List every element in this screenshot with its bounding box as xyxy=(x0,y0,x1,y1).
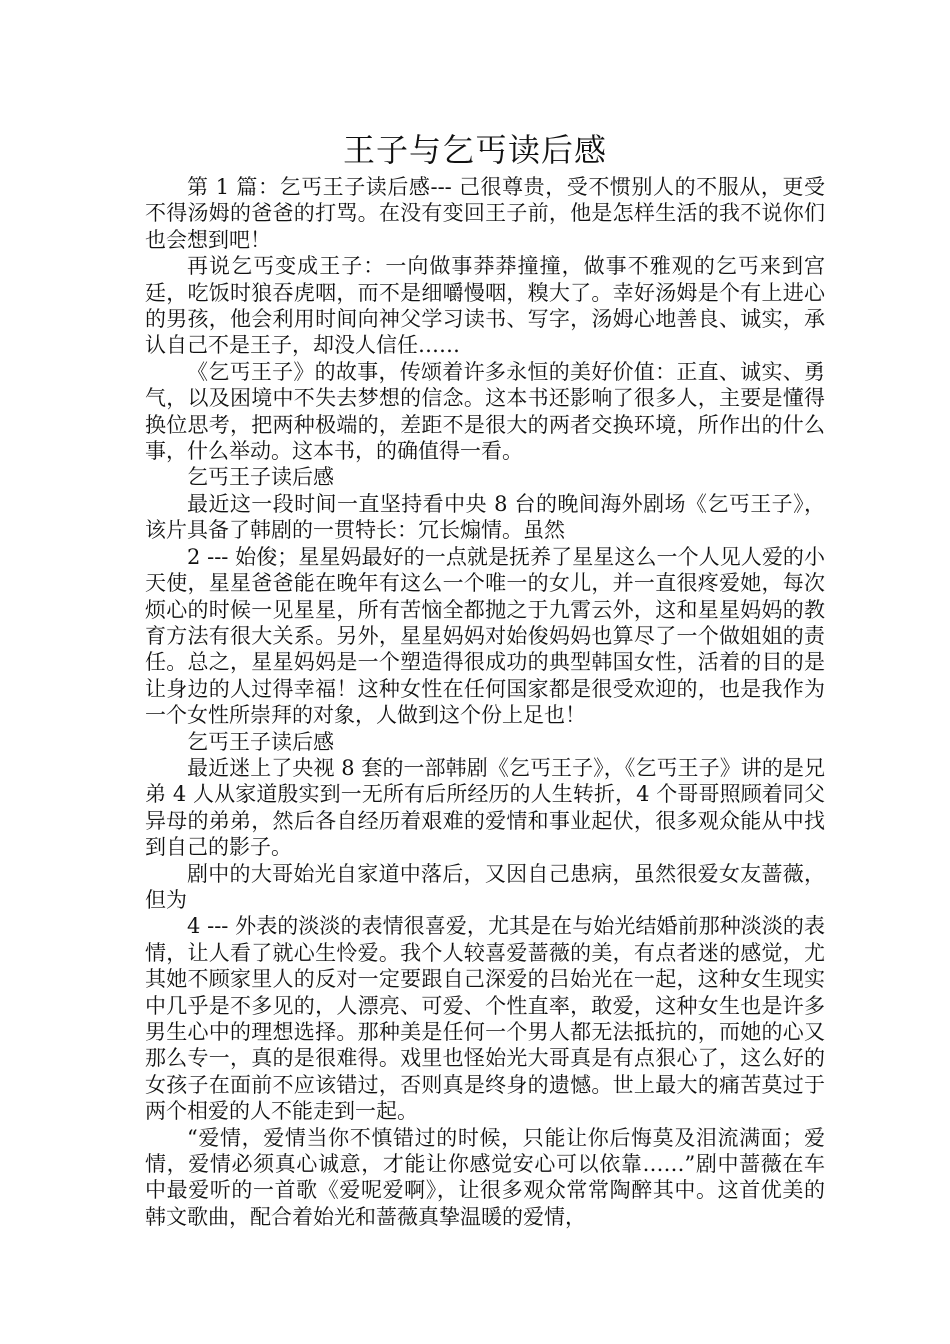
paragraph-5: 2 --- 始俊；星星妈最好的一点就是抚养了星星这么一个人见人爱的小天使，星星爸爸能在晚年有这么一个唯一的女儿，并一直很疼爱她，每次烦心的时候一见星星，所有苦恼全都抛之于九霄云外，这和星星妈妈的教育方法有很大关系。另外，星星妈妈对始俊妈妈也算尽了一个做姐姐的责任。总之，星星妈妈是一个塑造得很成功的典型韩国女性，活着的目的是让身边的人过得幸福！这种女性在任何国家都是很受欢迎的，也是我作为一个女性所崇拜的对象，人做到这个份上足也！ xyxy=(145,544,825,728)
paragraph-4: 最近这一段时间一直坚持看中央 8 台的晚间海外剧场《乞丐王子》，该片具备了韩剧的一贯特长：冗长煽情。虽然 xyxy=(145,491,825,543)
paragraph-9: “爱情，爱情当你不慎错过的时候，只能让你后悔莫及泪流满面；爱情，爱情必须真心诚意，才能让你感觉安心可以依靠……”剧中蔷薇在车中最爱听的一首歌《爱呢爱啊》，让很多观众常常陶醉其中。这首优美的韩文歌曲，配合着始光和蔷薇真挚温暖的爱情， xyxy=(145,1125,825,1229)
paragraph-8: 4 --- 外表的淡淡的表情很喜爱，尤其是在与始光结婚前那种淡淡的表情，让人看了就心生怜爱。我个人较喜爱蔷薇的美，有点者迷的感觉，尤其她不顾家里人的反对一定要跟自己深爱的吕始光在一起，这种女生现实中几乎是不多见的，人漂亮、可爱、个性直率，敢爱，这种女生也是许多男生心中的理想选择。那种美是任何一个男人都无法抵抗的，而她的心又那么专一，真的是很难得。戏里也怪始光大哥真是有点狠心了，这么好的女孩子在面前不应该错过，否则真是终身的遗憾。世上最大的痛苦莫过于两个相爱的人不能走到一起。 xyxy=(145,914,825,1124)
document-title: 王子与乞丐读后感 xyxy=(342,131,607,169)
section-heading-2: 乞丐王子读后感 xyxy=(187,729,334,754)
paragraph-2: 再说乞丐变成王子：一向做事莽莽撞撞，做事不雅观的乞丐来到宫廷，吃饭时狼吞虎咽，而不是细嚼慢咽，糗大了。幸好汤姆是个有上进心的男孩，他会利用时间向神父学习读书、写字，汤姆心地善良、诚实，承认自己不是王子，却没人信任…… xyxy=(145,254,825,358)
document-body xyxy=(145,174,825,1230)
paragraph-7: 剧中的大哥始光自家道中落后，又因自己患病，虽然很爱女友蔷薇，但为 xyxy=(145,861,825,912)
paragraph-6: 最近迷上了央视 8 套的一部韩剧《乞丐王子》，《乞丐王子》讲的是兄弟 4 人从家道殷实到一无所有后所经历的人生转折，4 个哥哥照顾着同父异母的弟弟，然后各自经历着艰难的爱情和事业起伏，很多观众能从中找到自己的影子。 xyxy=(145,755,825,860)
section-heading-1: 乞丐王子读后感 xyxy=(187,465,334,490)
paragraph-3: 《乞丐王子》的故事，传颂着许多永恒的美好价值：正直、诚实、勇气，以及困境中不失去梦想的信念。这本书还影响了很多人，主要是懂得换位思考，把两种极端的，差距不是很大的两者交换环境，所作出的什么事，什么举动。这本书，的确值得一看。 xyxy=(145,359,825,464)
paragraph-1: 第 1 篇：乞丐王子读后感--- 己很尊贵，受不惯别人的不服从，更受不得汤姆的爸爸的打骂。在没有变回王子前，他是怎样生活的我不说你们也会想到吧！ xyxy=(145,175,825,252)
